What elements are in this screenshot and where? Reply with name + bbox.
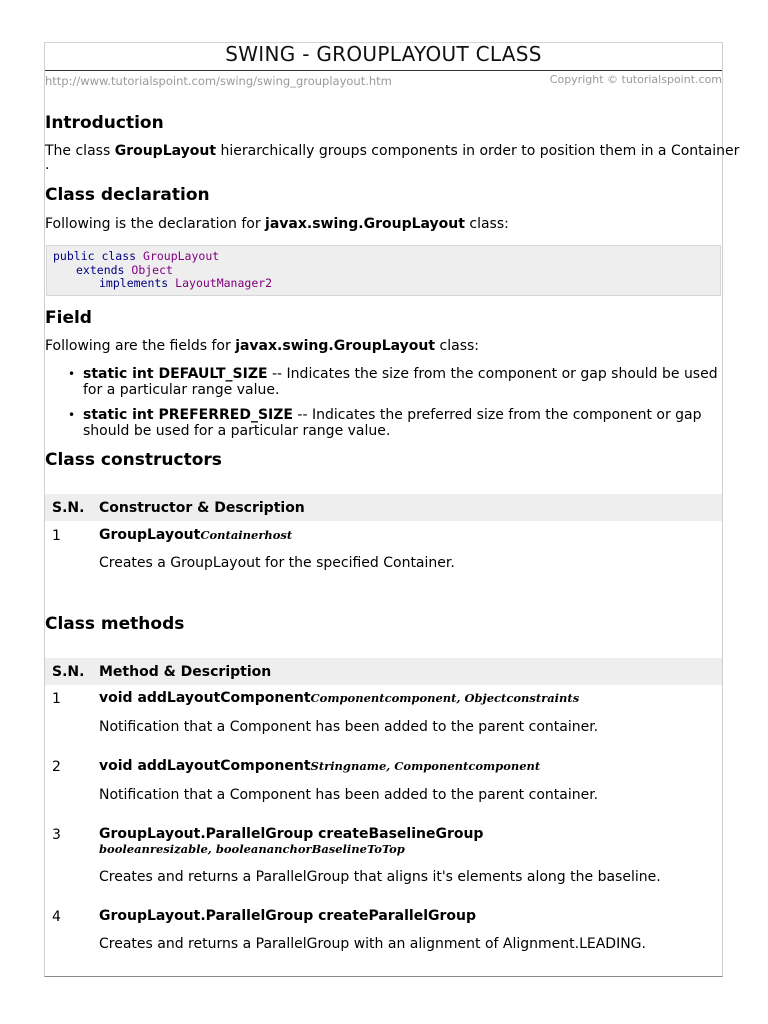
methods-heading: Class methods <box>45 614 185 634</box>
introduction-text-tail: . <box>45 157 50 173</box>
code-type: LayoutManager2 <box>175 276 273 290</box>
field-item-description: -- Indicates the preferred size from the component or gap should be used for a particular range value. <box>83 407 702 439</box>
method-params: booleanresizable, booleananchorBaselineToTop <box>99 842 405 856</box>
method-signature <box>99 759 719 774</box>
column-header-sn: S.N. <box>52 664 85 680</box>
table-row-number: 1 <box>52 528 61 544</box>
declaration-text-pre: Following is the declaration for <box>45 216 266 232</box>
table-row-number: 3 <box>52 827 61 843</box>
constructor-description: Creates a GroupLayout for the specified Container. <box>99 555 455 571</box>
field-item-description: -- Indicates the size from the component or gap should be used for a particular range value. <box>83 366 718 398</box>
title-divider <box>45 70 722 71</box>
code-line-2 <box>53 264 714 278</box>
constructor-name: GroupLayout <box>99 527 201 543</box>
method-name: GroupLayout.ParallelGroup createBaselineGroup <box>99 826 484 842</box>
field-item <box>83 407 723 439</box>
code-type: GroupLayout <box>143 249 220 263</box>
method-name: GroupLayout.ParallelGroup createParallelGroup <box>99 908 477 924</box>
declaration-text-bold: javax.swing.GroupLayout <box>265 216 465 232</box>
field-text <box>45 338 479 354</box>
code-line-3 <box>53 277 714 291</box>
table-row-number: 1 <box>52 691 61 707</box>
introduction-text-post: hierarchically groups components in order to position them in a Container <box>216 143 740 159</box>
field-text-pre: Following are the fields for <box>45 338 236 354</box>
method-signature <box>99 691 719 706</box>
field-item <box>83 366 723 398</box>
method-description: Notification that a Component has been added to the parent container. <box>99 719 599 735</box>
declaration-text <box>45 216 509 232</box>
document-page <box>44 42 740 977</box>
source-url-link[interactable]: http://www.tutorialspoint.com/swing/swing_grouplayout.htm <box>45 74 392 88</box>
code-block <box>46 245 721 296</box>
method-description: Creates and returns a ParallelGroup that aligns it's elements along the baseline. <box>99 869 661 885</box>
field-heading: Field <box>45 308 92 328</box>
column-header-description: Constructor & Description <box>99 500 305 516</box>
method-description: Notification that a Component has been added to the parent container. <box>99 787 599 803</box>
declaration-heading: Class declaration <box>45 185 210 205</box>
code-keyword: extends <box>76 262 132 277</box>
constructors-heading: Class constructors <box>45 450 222 470</box>
method-params: Componentcomponent, Objectconstraints <box>310 691 580 705</box>
field-item-name: static int PREFERRED_SIZE <box>83 407 293 423</box>
introduction-text-pre: The class <box>45 143 115 159</box>
code-line-1 <box>53 250 714 264</box>
code-keyword: implements <box>99 276 176 290</box>
field-item-name: static int DEFAULT_SIZE <box>83 366 268 382</box>
constructors-table-header <box>45 494 722 521</box>
table-row-number: 4 <box>52 909 61 925</box>
code-keyword: public class <box>53 249 144 263</box>
method-params: Stringname, Componentcomponent <box>310 759 541 773</box>
code-type: Object <box>131 262 173 277</box>
field-text-post: class: <box>435 338 479 354</box>
method-description: Creates and returns a ParallelGroup with an alignment of Alignment.LEADING. <box>99 936 646 952</box>
introduction-text <box>45 143 740 159</box>
method-signature <box>99 909 719 924</box>
page-title: SWING - GROUPLAYOUT CLASS <box>225 42 542 66</box>
introduction-text-bold: GroupLayout <box>114 143 217 159</box>
constructor-signature <box>99 528 719 543</box>
field-text-bold: javax.swing.GroupLayout <box>235 338 436 354</box>
column-header-description: Method & Description <box>99 664 272 680</box>
constructor-params: Containerhost <box>200 528 293 542</box>
method-name: void addLayoutComponent <box>99 690 311 706</box>
introduction-heading: Introduction <box>45 113 164 133</box>
methods-table-header <box>45 658 722 685</box>
method-name: void addLayoutComponent <box>99 758 311 774</box>
declaration-text-post: class: <box>464 216 509 232</box>
table-row-number: 2 <box>52 759 61 775</box>
method-signature <box>99 827 719 857</box>
column-header-sn: S.N. <box>52 500 85 516</box>
copyright-notice: Copyright © tutorialspoint.com <box>549 73 722 86</box>
